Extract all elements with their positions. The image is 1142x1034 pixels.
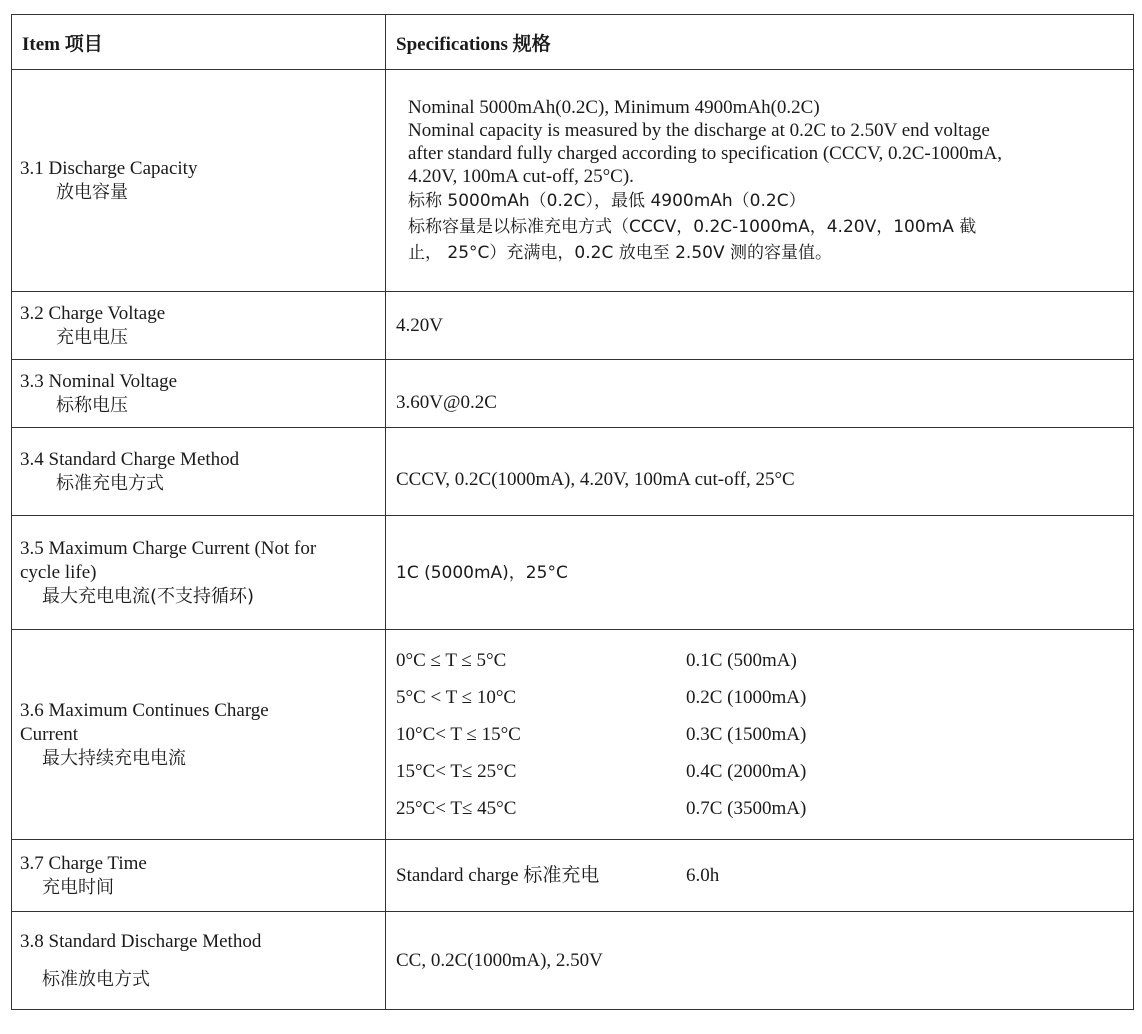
header-spec: Specifications 规格	[386, 15, 1134, 70]
item-cell: 3.6 Maximum Continues Charge Current 最大持续充电电流	[12, 630, 386, 840]
spec-cell: 4.20V	[386, 292, 1134, 360]
header-item: Item 项目	[12, 15, 386, 70]
spec-cell	[386, 630, 1134, 840]
spec-cell: CC, 0.2C(1000mA), 2.50V	[386, 912, 1134, 1010]
item-cell: 3.1 Discharge Capacity 放电容量	[12, 70, 386, 292]
table-row	[12, 840, 1134, 912]
spec-cell: 1C (5000mA)，25°C	[386, 516, 1134, 630]
spec-table	[11, 14, 1134, 1010]
table-row	[12, 292, 1134, 360]
table-row	[12, 70, 1134, 292]
spec-cell: Standard charge 标准充电 6.0h	[386, 840, 1134, 912]
item-cell: 3.2 Charge Voltage 充电电压	[12, 292, 386, 360]
item-cell: 3.3 Nominal Voltage 标称电压	[12, 360, 386, 428]
list-item: 10°C< T ≤ 15°C 0.3C (1500mA)	[396, 724, 807, 745]
table-row	[12, 428, 1134, 516]
list-item: 25°C< T≤ 45°C 0.7C (3500mA)	[396, 798, 807, 819]
spec-cell: 3.60V@0.2C	[386, 360, 1134, 428]
table-row	[12, 912, 1134, 1010]
item-cell: 3.5 Maximum Charge Current (Not for cycle life) 最大充电电流(不支持循环)	[12, 516, 386, 630]
table-row	[12, 630, 1134, 840]
list-item: 15°C< T≤ 25°C 0.4C (2000mA)	[396, 761, 807, 782]
list-item: 5°C < T ≤ 10°C 0.2C (1000mA)	[396, 687, 807, 708]
spec-cell: Nominal 5000mAh(0.2C), Minimum 4900mAh(0.2C) Nominal capacity is measured by the discharge at 0.2C to 2.50V end voltage after standard fully charged according to specification (CCCV, 0.2C-1000mA, 4.20V, 100mA cut-off, 25°C). 标称 5000mAh（0.2C），最低 4900mAh（0.2C） 标称容量是以标准充电方式（CCCV，0.2C-1000mA，4.20V，100mA 截 止， 25°C）充满电，0.2C 放电至 2.50V 测的容量值。	[386, 70, 1134, 292]
header-row	[12, 15, 1134, 70]
item-cell: 3.8 Standard Discharge Method 标准放电方式	[12, 912, 386, 1010]
list-item: 0°C ≤ T ≤ 5°C 0.1C (500mA)	[396, 650, 797, 671]
item-cell: 3.7 Charge Time 充电时间	[12, 840, 386, 912]
table-row	[12, 360, 1134, 428]
spec-cell: CCCV, 0.2C(1000mA), 4.20V, 100mA cut-off, 25°C	[386, 428, 1134, 516]
table-row	[12, 516, 1134, 630]
item-cell: 3.4 Standard Charge Method 标准充电方式	[12, 428, 386, 516]
